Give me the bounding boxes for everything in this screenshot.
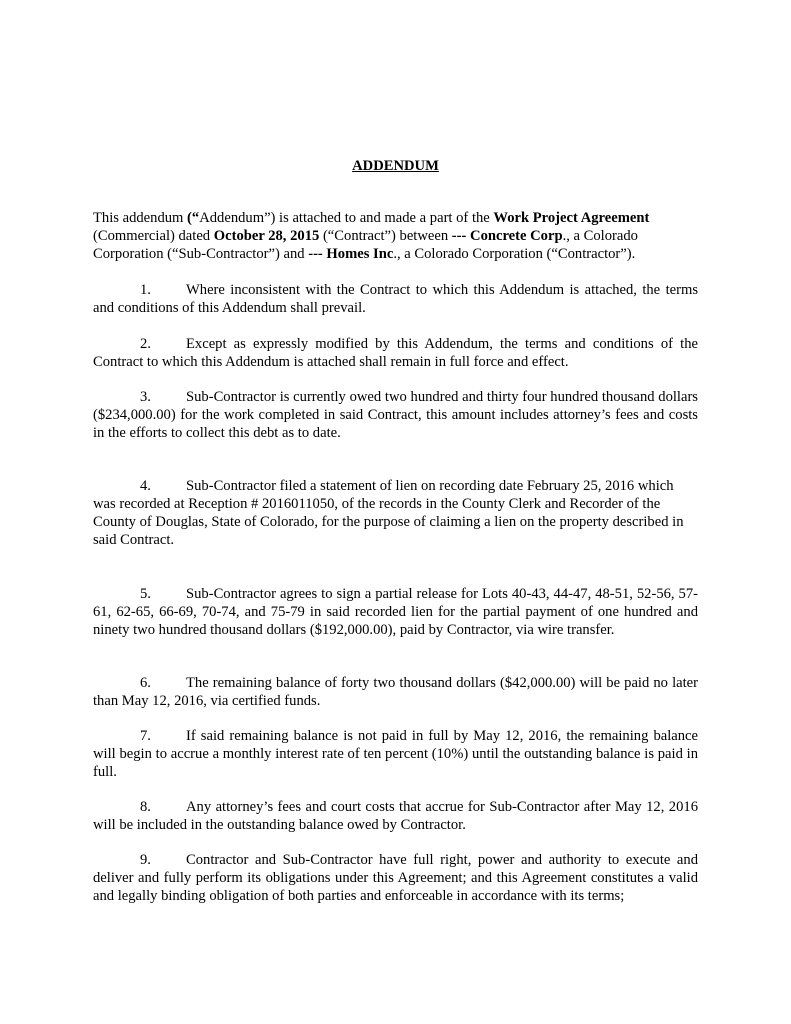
clause-number: 2. [140,336,151,352]
clause-text: Sub-Contractor agrees to sign a partial release for Lots 40-43, 44-47, 48-51, 52-56, 57-61, 62-65, 66-69, 70-74, and 75-79 in said recorded lien for the partial payment of one hundred and ninety two hundred thousand dollars ($192,000.00), paid by Contractor, via wire transfer. [93,586,698,638]
intro-text-5: ., a Colorado Corporation (“Sub-Contractor”) and [93,228,638,262]
intro-paragraph [93,209,698,263]
intro-text-4: (“Contract”) between [319,228,452,244]
clause-number: 9. [140,852,151,868]
clause-number: 5. [140,586,151,602]
agreement-date: October 28, 2015 [213,228,320,244]
clause-7 [93,727,698,781]
clause-number: 7. [140,728,151,744]
clause-text: Where inconsistent with the Contract to which this Addendum is attached, the terms and conditions of this Addendum shall prevail. [93,282,698,316]
clause-5 [93,585,698,639]
intro-text-2: Addendum”) is attached to and made a part of the [199,210,494,226]
subcontractor-name: --- Concrete Corp [451,228,563,244]
clause-number: 6. [140,675,151,691]
clause-1 [93,281,698,317]
clause-text: The remaining balance of forty two thousand dollars ($42,000.00) will be paid no later than May 12, 2016, via certified funds. [93,675,698,709]
clause-4 [93,477,698,549]
clause-number: 8. [140,799,151,815]
clause-number: 1. [140,282,151,298]
clause-3 [93,388,698,442]
contractor-name: --- Homes Inc [308,246,394,262]
intro-text-6: ., a Colorado Corporation (“Contractor”). [393,246,636,262]
clause-9 [93,851,698,905]
clause-2 [93,335,698,371]
clause-6 [93,674,698,710]
clause-number: 4. [140,478,151,494]
clause-text: Sub-Contractor filed a statement of lien on recording date February 25, 2016 which was recorded at Reception # 2016011050, of the records in the County Clerk and Recorder of the County of Douglas, State of Colorado, for the purpose of claiming a lien on the property described in said Contract. [93,478,684,548]
intro-text-1: This addendum [93,210,188,226]
agreement-name: Work Project Agreement [493,210,650,226]
clause-text: If said remaining balance is not paid in full by May 12, 2016, the remaining balance will begin to accrue a monthly interest rate of ten percent (10%) until the outstanding balance is paid in full. [93,728,698,780]
intro-text-3: (Commercial) dated [93,228,214,244]
clause-number: 3. [140,389,151,405]
intro-bold-quote: (“ [187,210,200,226]
document-title: ADDENDUM [352,158,439,174]
clause-text: Except as expressly modified by this Addendum, the terms and conditions of the Contract to which this Addendum is attached shall remain in full force and effect. [93,336,698,370]
clause-8 [93,798,698,834]
clause-text: Contractor and Sub-Contractor have full right, power and authority to execute and deliver and fully perform its obligations under this Agreement; and this Agreement constitutes a valid and legally binding obligation of both parties and enforceable in accordance with its terms; [93,852,698,904]
clause-text: Any attorney’s fees and court costs that accrue for Sub-Contractor after May 12, 2016 will be included in the outstanding balance owed by Contractor. [93,799,698,833]
clause-text: Sub-Contractor is currently owed two hundred and thirty four hundred thousand dollars ($234,000.00) for the work completed in said Contract, this amount includes attorney’s fees and costs in the efforts to collect this debt as to date. [93,389,698,441]
